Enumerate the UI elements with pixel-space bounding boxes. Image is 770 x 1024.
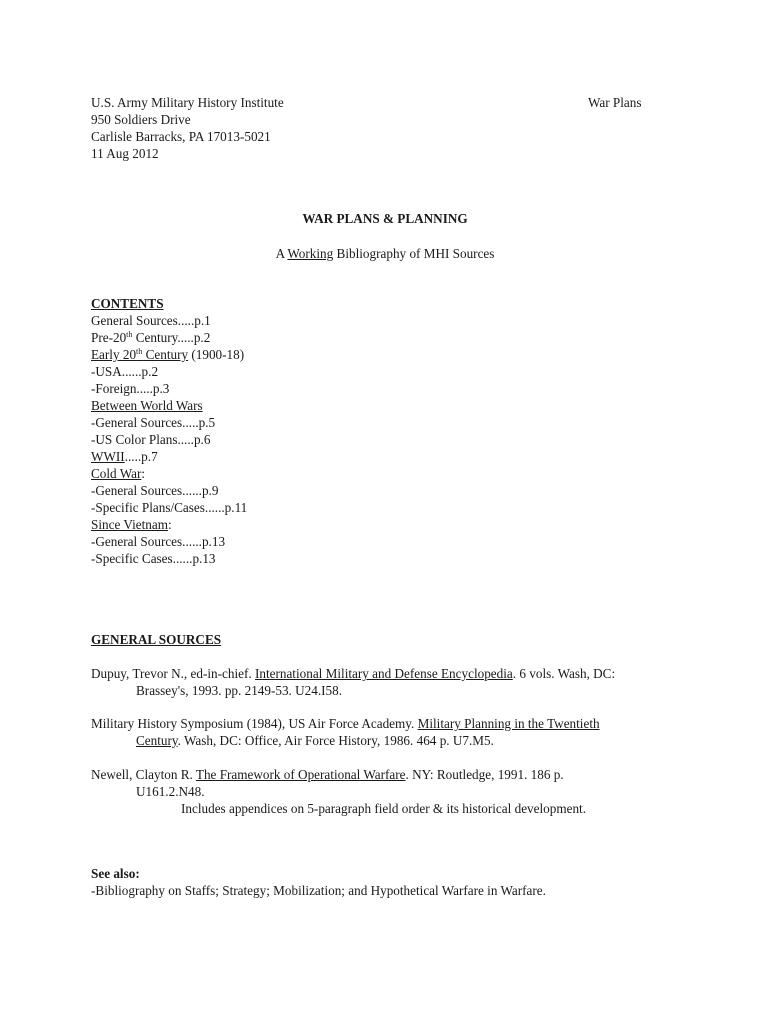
city-address: Carlisle Barracks, PA 17013-5021 [91,129,271,144]
toc-foreign: -Foreign.....p.3 [91,381,170,396]
toc-general-sources: General Sources.....p.1 [91,313,211,328]
topic-label: War Plans [588,95,642,110]
contents-heading: CONTENTS [91,296,164,311]
see-also-heading: See also: [91,866,140,881]
toc-cold-war: Cold War: [91,466,146,481]
see-also-text: -Bibliography on Staffs; Strategy; Mobilization; and Hypothetical Warfare in Warfare. [91,883,546,898]
entry-dupuy-line1: Dupuy, Trevor N., ed-in-chief. International Military and Defense Encyclopedia. 6 vols. Wash, DC: [91,666,616,681]
toc-since-vietnam-specific: -Specific Cases......p.13 [91,551,216,566]
entry-symposium-line1: Military History Symposium (1984), US Air Force Academy. Military Planning in the Twentieth [91,716,600,731]
toc-pre-20th-century: Pre-20th Century.....p.2 [91,330,211,345]
toc-between-general-sources: -General Sources.....p.5 [91,415,216,430]
toc-early-20th-century: Early 20th Century (1900-18) [91,347,245,362]
entry-newell-line2: U161.2.N48. [136,784,205,799]
general-sources-heading: GENERAL SOURCES [91,632,222,647]
toc-usa: -USA......p.2 [91,364,159,379]
entry-newell-line1: Newell, Clayton R. The Framework of Operational Warfare. NY: Routledge, 1991. 186 p. [91,767,564,782]
document-title: WAR PLANS & PLANNING [302,211,468,226]
street-address: 950 Soldiers Drive [91,112,191,127]
toc-us-color-plans: -US Color Plans.....p.6 [91,432,211,447]
toc-cold-war-specific: -Specific Plans/Cases......p.11 [91,500,248,515]
institute-name: U.S. Army Military History Institute [91,95,284,110]
document-date: 11 Aug 2012 [91,146,159,161]
entry-dupuy-line2: Brassey's, 1993. pp. 2149-53. U24.I58. [136,683,343,698]
toc-cold-war-general: -General Sources......p.9 [91,483,219,498]
document-subtitle: A Working Bibliography of MHI Sources [275,246,495,261]
toc-wwii: WWII.....p.7 [91,449,158,464]
toc-since-vietnam: Since Vietnam: [91,517,172,532]
toc-between-world-wars: Between World Wars [91,398,203,413]
entry-symposium-line2: Century. Wash, DC: Office, Air Force History, 1986. 464 p. U7.M5. [136,733,494,748]
entry-newell-note: Includes appendices on 5-paragraph field order & its historical development. [181,801,587,816]
toc-since-vietnam-general: -General Sources......p.13 [91,534,226,549]
